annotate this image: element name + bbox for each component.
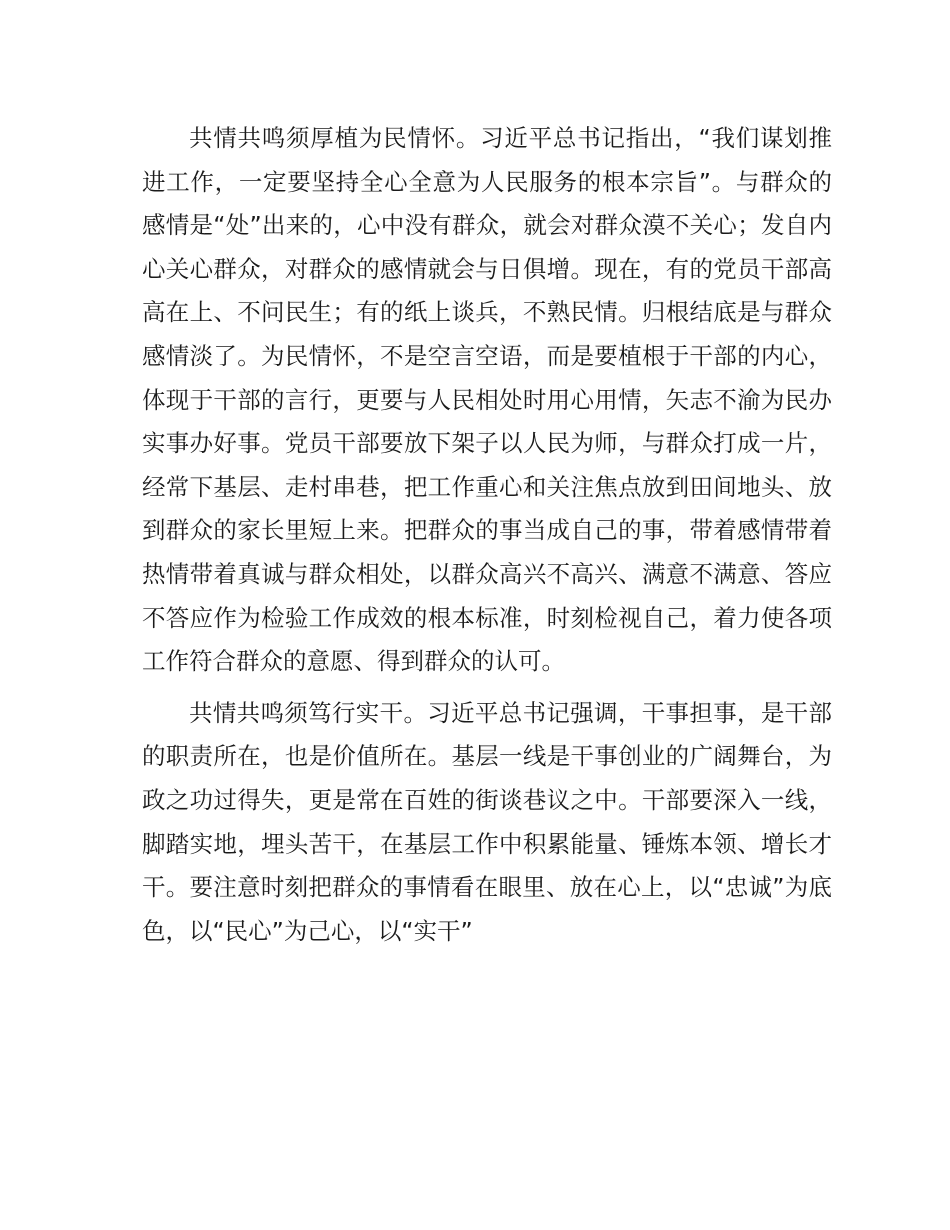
paragraph-1: 共情共鸣须厚植为民情怀。习近平总书记指出，“我们谋划推进工作，一定要坚持全心全意为人民服务的根本宗旨”。与群众的感情是“处”出来的，心中没有群众，就会对群众漠不关心；发自内心关心群众，对群众的感情就会与日俱增。现在，有的党员干部高高在上、不问民生；有的纸上谈兵，不熟民情。归根结底是与群众感情淡了。为民情怀，不是空言空语，而是要植根于干部的内心，体现于干部的言行，更要与人民相处时用心用情，矢志不渝为民办实事办好事。党员干部要放下架子以人民为师，与群众打成一片，经常下基层、走村串巷，把工作重心和关注焦点放到田间地头、放到群众的家长里短上来。把群众的事当成自己的事，带着感情带着热情带着真诚与群众相处，以群众高兴不高兴、满意不满意、答应不答应作为检验工作成效的根本标准，时刻检视自己，着力使各项工作符合群众的意愿、得到群众的认可。	[142, 124, 832, 676]
document-body	[142, 117, 832, 953]
paragraph-2: 共情共鸣须笃行实干。习近平总书记强调，干事担事，是干部的职责所在，也是价值所在。基层一线是干事创业的广阔舞台，为政之功过得失，更是常在百姓的街谈巷议之中。干部要深入一线，脚踏实地，埋头苦干，在基层工作中积累能量、锤炼本领、增长才干。要注意时刻把群众的事情看在眼里、放在心上，以“忠诚”为底色，以“民心”为己心，以“实干”	[142, 698, 832, 945]
